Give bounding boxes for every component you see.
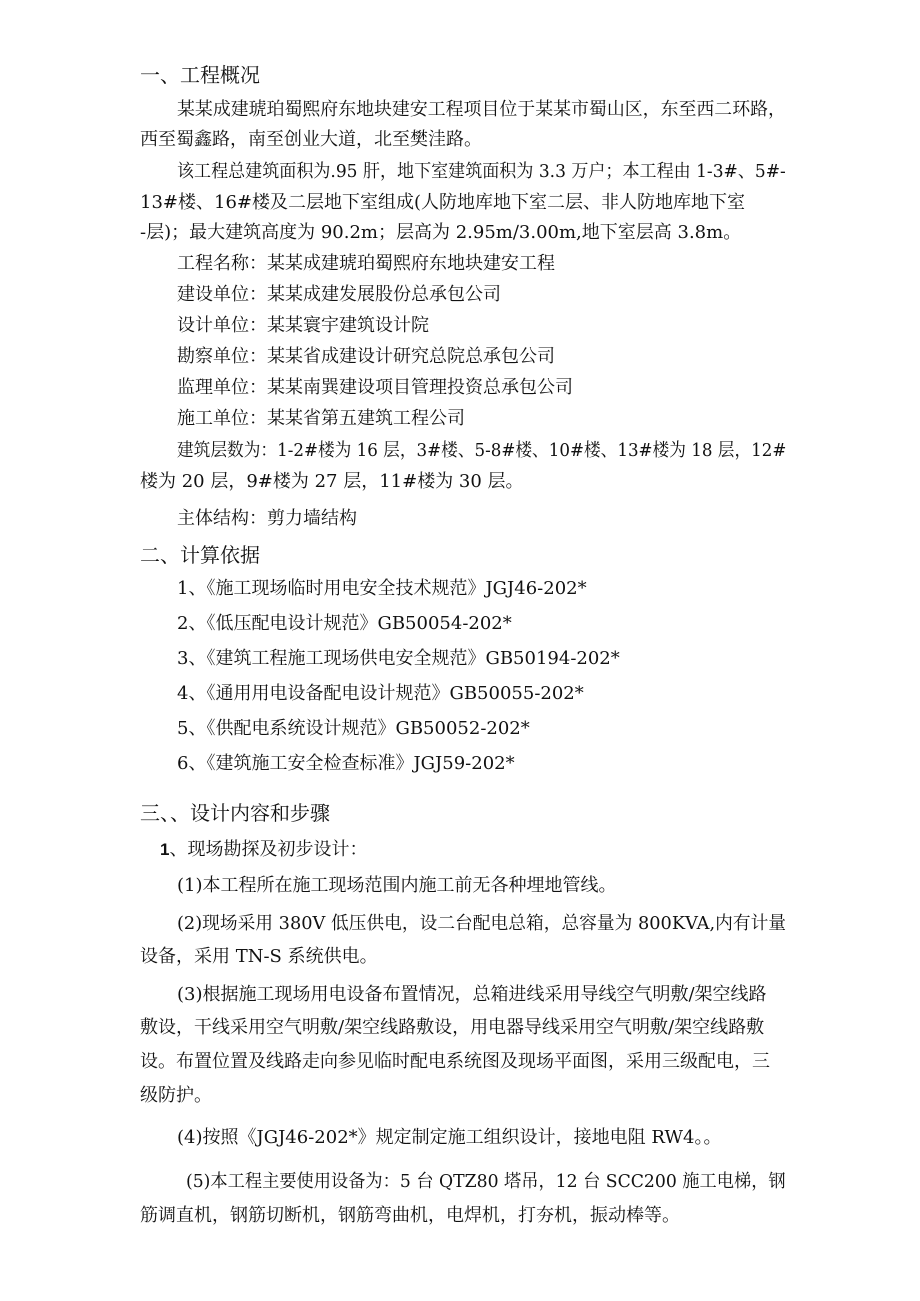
design-unit: 设计单位：某某寰宇建筑设计院 <box>177 315 429 336</box>
design-point-3-line-2: 敷设，干线采用空气明敷/架空线路敷设，用电器导线采用空气明敷/架空线路敷 <box>140 1017 765 1038</box>
survey-unit: 勘察单位：某某省成建设计研究总院总承包公司 <box>177 346 555 367</box>
section3-heading: 三、、设计内容和步骤 <box>140 801 330 825</box>
floors-line-2: 楼为 20 层，9#楼为 27 层，11#楼为 30 层。 <box>140 471 524 492</box>
design-point-1: (1)本工程所在施工现场范围内施工前无各种埋地管线。 <box>177 875 617 896</box>
owner-unit: 建设单位：某某成建发展股份总承包公司 <box>177 284 501 305</box>
supervision-unit: 监理单位：某某南巽建设项目管理投资总承包公司 <box>177 377 573 398</box>
basis-item-3: 3、《建筑工程施工现场供电安全规范》GB50194-202* <box>177 648 620 669</box>
basis-item-2: 2、《低压配电设计规范》GB50054-202* <box>177 613 512 634</box>
subsection-1-number: 1 <box>160 840 170 859</box>
basis-item-5: 5、《供配电系统设计规范》GB50052-202* <box>177 718 530 739</box>
project-name: 工程名称：某某成建琥珀蜀熙府东地块建安工程 <box>177 253 555 274</box>
design-point-3-line-1: (3)根据施工现场用电设备布置情况，总箱进线采用导线空气明敷/架空线路 <box>177 984 767 1005</box>
section1-heading: 一、工程概况 <box>140 63 260 87</box>
area-line-1: 该工程总建筑面积为.95 肝，地下室建筑面积为 3.3 万户；本工程由 1-3#、5#- <box>177 161 786 182</box>
basis-item-4: 4、《通用用电设备配电设计规范》GB50055-202* <box>177 683 584 704</box>
section2-heading: 二、计算依据 <box>140 543 260 567</box>
basis-item-1: 1、《施工现场临时用电安全技术规范》JGJ46-202* <box>177 578 587 599</box>
design-point-5-line-1: (5)本工程主要使用设备为：5 台 QTZ80 塔吊，12 台 SCC200 施工电梯，钢 <box>186 1171 786 1192</box>
design-point-2-line-2: 设备，采用 TN-S 系统供电。 <box>140 946 378 967</box>
design-point-2-line-1: (2)现场采用 380V 低压供电，设二台配电总箱，总容量为 800KVA,内有计量 <box>177 913 787 934</box>
location-line-2: 西至蜀鑫路，南至创业大道，北至樊洼路。 <box>140 129 482 150</box>
area-line-2: 13#楼、16#楼及二层地下室组成(人防地库地下室二层、非人防地库地下室 <box>140 192 745 213</box>
design-point-3-line-4: 级防护。 <box>140 1085 212 1106</box>
design-point-5-line-2: 筋调直机，钢筋切断机，钢筋弯曲机，电焊机，打夯机，振动棒等。 <box>140 1205 680 1226</box>
subsection-1-title: 、现场勘探及初步设计： <box>169 839 368 860</box>
location-line-1: 某某成建琥珀蜀熙府东地块建安工程项目位于某某市蜀山区，东至西二环路， <box>177 99 786 120</box>
basis-item-6: 6、《建筑施工安全检查标准》JGJ59-202* <box>177 753 515 774</box>
main-structure: 主体结构：剪力墙结构 <box>177 508 357 529</box>
design-point-3-line-3: 设。布置位置及线路走向参见临时配电系统图及现场平面图，采用三级配电，三 <box>140 1051 770 1072</box>
area-line-3: -层)；最大建筑高度为 90.2m；层高为 2.95m∕3.00m,地下室层高 3.8m。 <box>140 222 742 243</box>
subsection-1 <box>160 837 367 863</box>
construction-unit: 施工单位：某某省第五建筑工程公司 <box>177 408 465 429</box>
design-point-4: (4)按照《JGJ46-202*》规定制定施工组织设计，接地电阻 RW4。。 <box>177 1127 722 1148</box>
floors-line-1: 建筑层数为：1-2#楼为 16 层，3#楼、5-8#楼、10#楼、13#楼为 18 层，12# <box>177 440 787 461</box>
